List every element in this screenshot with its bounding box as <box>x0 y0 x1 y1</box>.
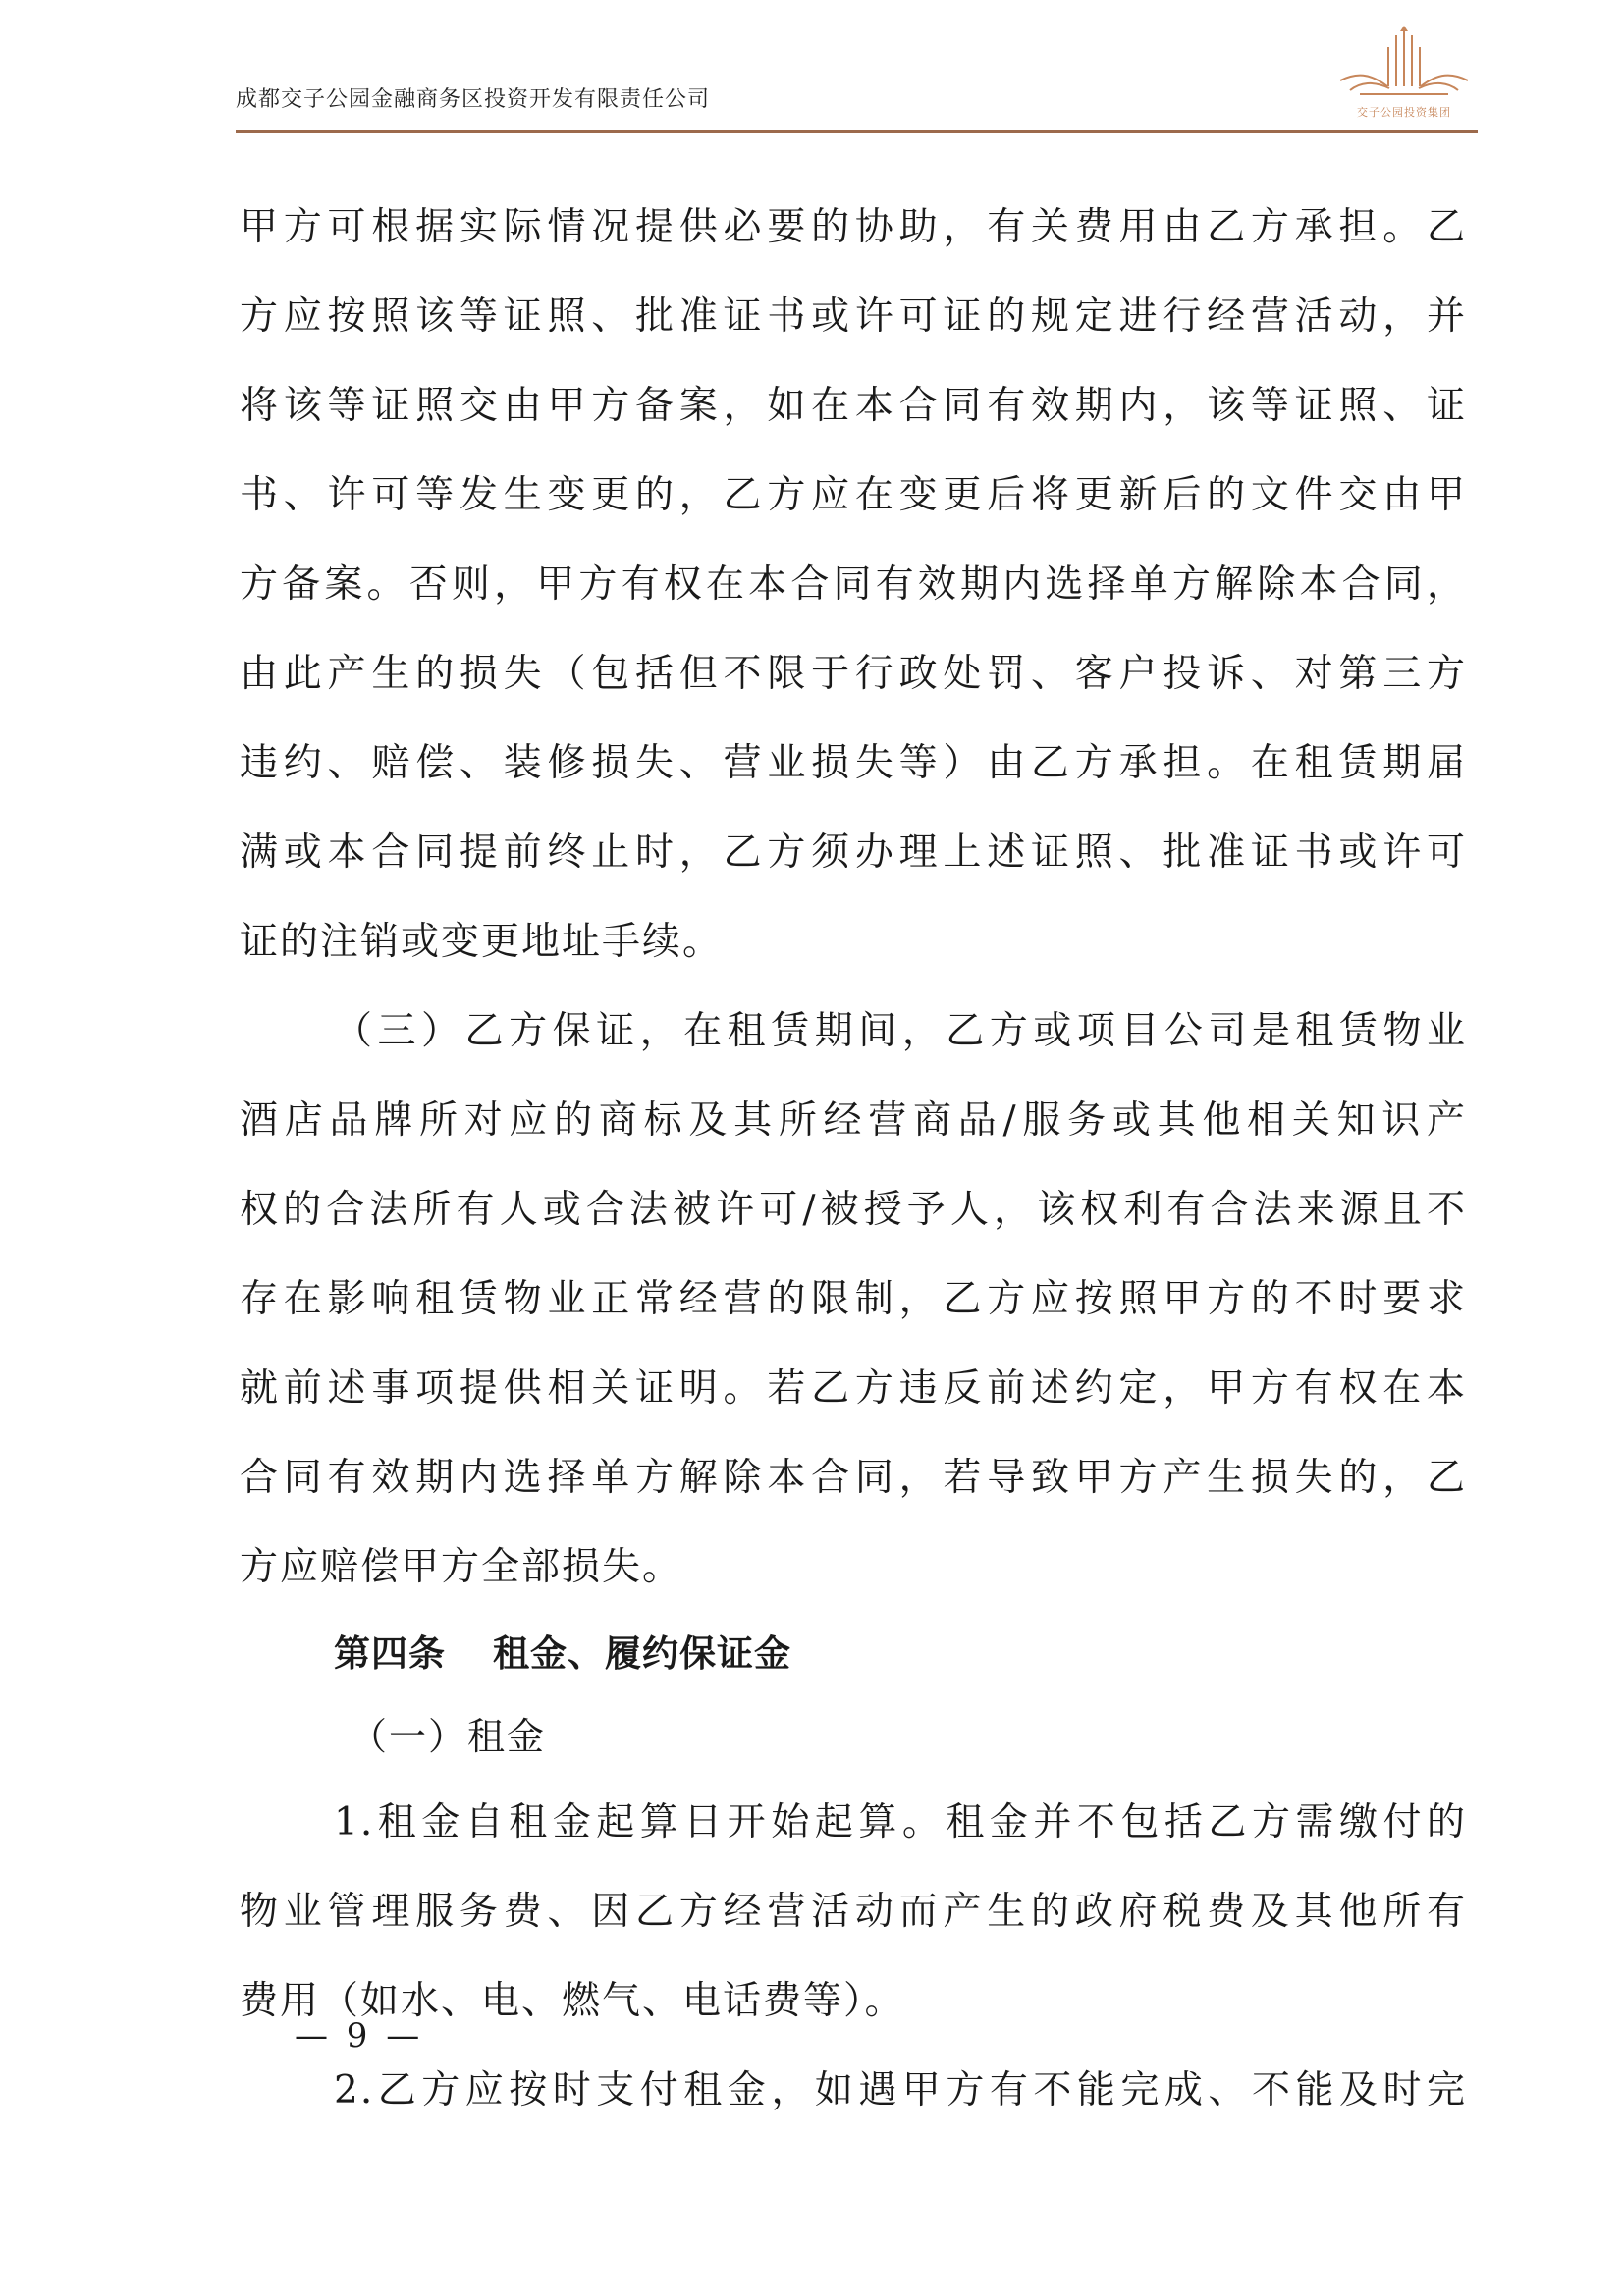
paragraph-rent-payment <box>240 2046 1467 2135</box>
header-divider <box>236 130 1478 133</box>
article-title: 租金、履约保证金 <box>493 1632 791 1675</box>
text-line: 将该等证照交由甲方备案，如在本合同有效期内，该等证照、证 <box>240 384 1467 428</box>
paragraph-rent-start <box>240 1778 1467 2046</box>
text-line: 费用（如水、电、燃气、电话费等）。 <box>240 1979 905 2023</box>
paragraph-license-obligations <box>240 183 1467 987</box>
paragraph-trademark-guarantee <box>240 987 1467 1612</box>
text-line: 1.租金自租金起算日开始起算。租金并不包括乙方需缴付的 <box>334 1800 1467 1844</box>
header-company-name: 成都交子公园金融商务区投资开发有限责任公司 <box>236 87 711 112</box>
text-line: 存在影响租赁物业正常经营的限制，乙方应按照甲方的不时要求 <box>240 1277 1467 1321</box>
document-body <box>240 183 1467 2135</box>
text-line: 方应赔偿甲方全部损失。 <box>240 1545 683 1589</box>
text-line: 书、许可等发生变更的，乙方应在变更后将更新后的文件交由甲 <box>240 473 1467 517</box>
text-line: 方应按照该等证照、批准证书或许可证的规定进行经营活动，并 <box>240 294 1467 339</box>
article-heading <box>240 1612 1467 1695</box>
company-logo <box>1330 22 1478 128</box>
lotus-logo-icon <box>1330 22 1478 106</box>
text-line: 违约、赔偿、装修损失、营业损失等）由乙方承担。在租赁期届 <box>240 741 1467 785</box>
logo-caption: 交子公园投资集团 <box>1357 106 1451 119</box>
text-line: 甲方可根据实际情况提供必要的协助，有关费用由乙方承担。乙 <box>240 205 1467 249</box>
section-heading-rent: （一）租金 <box>350 1715 547 1758</box>
text-line: 酒店品牌所对应的商标及其所经营商品/服务或其他相关知识产 <box>240 1098 1467 1143</box>
page-header <box>236 69 1478 137</box>
text-line: 方备案。否则，甲方有权在本合同有效期内选择单方解除本合同， <box>240 562 1467 607</box>
page-number: — 9 — <box>295 2016 424 2056</box>
text-line: 物业管理服务费、因乙方经营活动而产生的政府税费及其他所有 <box>240 1890 1467 1934</box>
text-line: 合同有效期内选择单方解除本合同，若导致甲方产生损失的，乙 <box>240 1456 1467 1500</box>
text-line: 权的合法所有人或合法被许可/被授予人，该权利有合法来源且不 <box>240 1188 1467 1232</box>
text-line: （三）乙方保证，在租赁期间，乙方或项目公司是租赁物业 <box>334 1009 1467 1053</box>
article-number: 第四条 <box>334 1632 446 1675</box>
text-line: 2.乙方应按时支付租金，如遇甲方有不能完成、不能及时完 <box>334 2068 1467 2112</box>
text-line: 证的注销或变更地址手续。 <box>240 920 724 964</box>
text-line: 就前述事项提供相关证明。若乙方违反前述约定，甲方有权在本 <box>240 1366 1467 1411</box>
text-line: 由此产生的损失（包括但不限于行政处罚、客户投诉、对第三方 <box>240 652 1467 696</box>
text-line: 满或本合同提前终止时，乙方须办理上述证照、批准证书或许可 <box>240 830 1467 875</box>
